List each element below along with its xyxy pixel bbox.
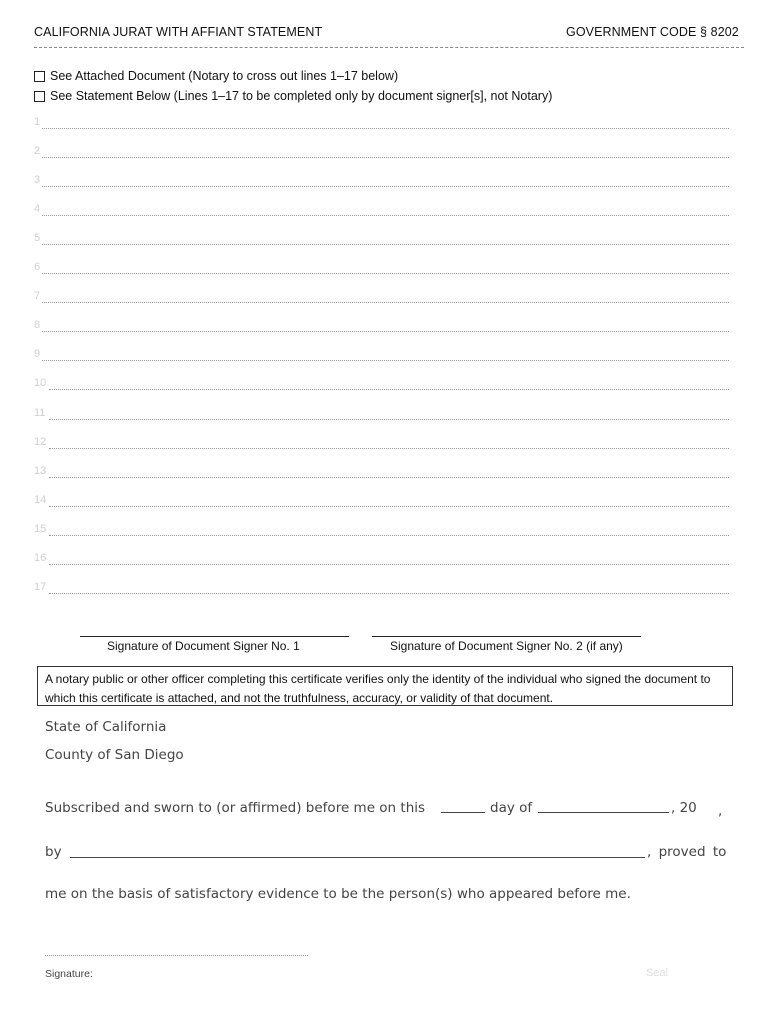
seal-placeholder: Seal [646, 967, 669, 979]
line-number: 12 [34, 436, 47, 448]
signer1-label: Signature of Document Signer No. 1 [107, 639, 300, 653]
government-code: GOVERNMENT CODE § 8202 [566, 25, 739, 39]
statement-line[interactable] [42, 273, 729, 274]
statement-line[interactable] [49, 419, 729, 420]
line-number: 9 [34, 348, 41, 360]
signer1-signature-line[interactable] [80, 636, 349, 637]
signer2-label: Signature of Document Signer No. 2 (if any) [390, 639, 623, 653]
checkbox-attached-document[interactable] [34, 71, 45, 82]
header-divider [34, 47, 744, 48]
line-number: 11 [34, 407, 46, 419]
statement-line[interactable] [49, 593, 729, 594]
line-number: 13 [34, 465, 47, 477]
document-title: CALIFORNIA JURAT WITH AFFIANT STATEMENT [34, 25, 323, 39]
signer-name-blank-field[interactable] [70, 857, 645, 858]
month-blank-field[interactable] [538, 812, 669, 813]
line-number: 7 [34, 290, 41, 302]
statement-line[interactable] [42, 360, 729, 361]
option-statement-below[interactable] [34, 89, 552, 103]
statement-line[interactable] [42, 215, 729, 216]
signer2-signature-line[interactable] [372, 636, 641, 637]
year-prefix-text: , 20 [671, 800, 697, 816]
county-field: County of San Diego [45, 747, 184, 763]
option-statement-below-label: See Statement Below (Lines 1–17 to be completed only by document signer[s], not Notary) [50, 89, 553, 103]
line-number: 10 [34, 377, 47, 389]
proved-to-text: , proved to [647, 844, 727, 860]
option-attached-document-label: See Attached Document (Notary to cross out lines 1–17 below) [50, 69, 399, 83]
line-number: 16 [34, 552, 47, 564]
statement-line[interactable] [42, 331, 729, 332]
line-number: 4 [34, 203, 41, 215]
statement-line[interactable] [42, 157, 729, 158]
line-number: 14 [34, 494, 47, 506]
notary-signature-label: Signature: [45, 968, 93, 980]
by-label: by [45, 844, 62, 860]
statement-line[interactable] [49, 477, 729, 478]
option-attached-document[interactable] [34, 69, 398, 83]
statement-line[interactable] [49, 389, 729, 390]
notary-notice-box: A notary public or other officer completing this certificate verifies only the identity of the individual who signed the document to which this certificate is attached, and not the truthfulness, accuracy, or validity of that document. [37, 666, 733, 706]
statement-line[interactable] [42, 186, 729, 187]
checkbox-statement-below[interactable] [34, 91, 45, 102]
line-number: 6 [34, 261, 41, 273]
line-number: 3 [34, 174, 41, 186]
line-number: 17 [34, 581, 47, 593]
statement-line[interactable] [49, 448, 729, 449]
statement-line[interactable] [49, 564, 729, 565]
line-number: 8 [34, 319, 41, 331]
line-number: 15 [34, 523, 47, 535]
statement-line[interactable] [42, 244, 729, 245]
year-suffix-text: , [718, 803, 723, 819]
day-blank-field[interactable] [441, 812, 485, 813]
statement-line[interactable] [49, 506, 729, 507]
line-number: 2 [34, 145, 41, 157]
notary-signature-line[interactable] [45, 955, 308, 956]
day-of-text: day of [490, 800, 533, 816]
subscribed-text: Subscribed and sworn to (or affirmed) before me on this [45, 800, 426, 816]
state-field: State of California [45, 719, 167, 735]
statement-line[interactable] [42, 302, 729, 303]
line-number: 5 [34, 232, 41, 244]
statement-line[interactable] [49, 535, 729, 536]
evidence-text: me on the basis of satisfactory evidence to be the person(s) who appeared before me. [45, 886, 631, 902]
line-number: 1 [34, 116, 41, 128]
statement-line[interactable] [42, 128, 729, 129]
